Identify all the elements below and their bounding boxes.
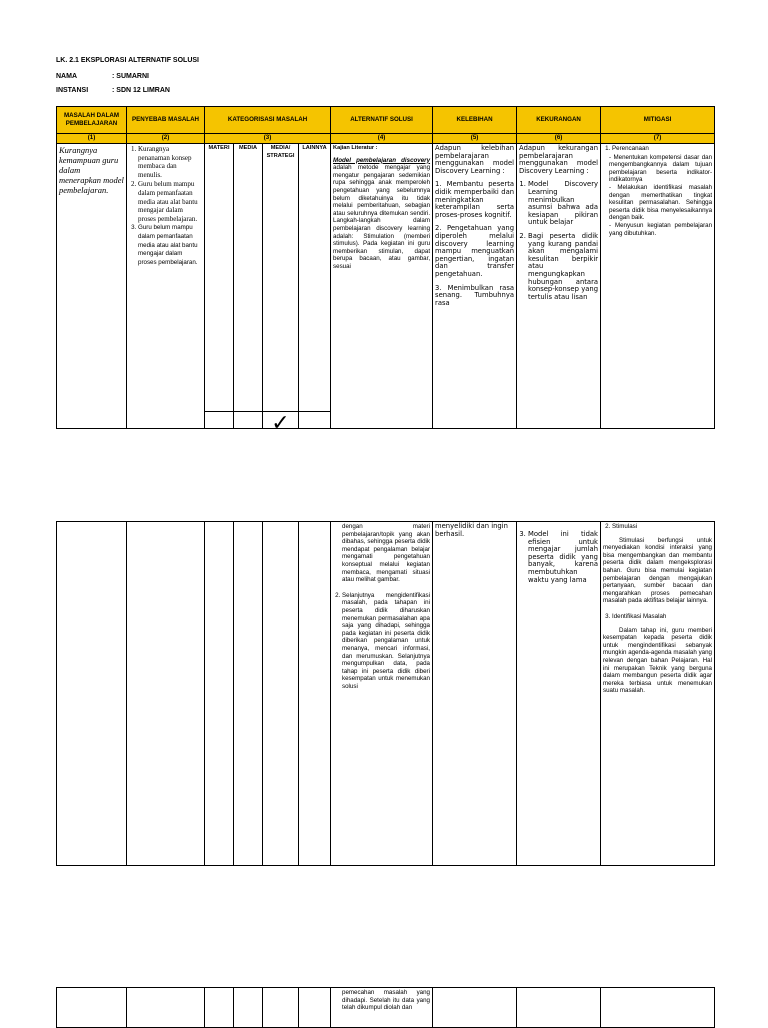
kelebihan-continuation: menyelidiki dan ingin berhasil. — [435, 522, 508, 538]
penyebab-item: 2. Guru belum mampu dalam pemanfaatan media atau alat bantu mengajar dalam proses pembelajaran. — [138, 180, 202, 223]
col-header-penyebab: PENYEBAB MASALAH — [127, 107, 205, 134]
mitigasi-text: Dalam tahap ini, guru memberi kesempatan kepada peserta didik untuk mengindentifikasi sebanyak mungkin agenda-agenda masalah yang relevan dengan bahan Pelajaran. Hal ini merupakan Teknik yang berguna dalam membangun peserta didik agar mereka terbiasa untuk menemukan suatu masalah. — [603, 626, 712, 695]
kategori-strategi-cell — [263, 412, 299, 429]
solusi-cell — [331, 144, 433, 429]
sub-header-lainnya: LAINNYA — [299, 144, 331, 412]
kategori-materi-cell — [205, 412, 234, 429]
kekurangan-item: 2. Bagi peserta didik yang kurang pandai akan mengalami kesulitan berpikir atau mengungkapkan hubungan antara konsep-konsep yang tertulis atau lisan — [528, 233, 598, 301]
mitigasi-text: Stimulasi berfungsi untuk menyediakan kondisi interaksi yang bisa mengembangkan dan membantu peserta didik dalam mengeksplorasi bahan. Guru bisa memulai kegiatan pembelajaran dengan mengajukan pertanyaan, sumber bacaan dan mengarahkan proses pemecahan masalah pada aktifitas belajar lainnya. — [603, 536, 712, 605]
mitigasi-cell — [601, 522, 715, 866]
col-header-kategorisasi: KATEGORISASI MASALAH — [205, 107, 331, 134]
kekurangan-cell — [517, 988, 601, 1028]
solusi-heading: Kajian Literatur : — [333, 145, 378, 151]
kategori-strategi-cell — [263, 988, 299, 1028]
kategori-lainnya-cell — [299, 522, 331, 866]
col-header-mitigasi: MITIGASI — [601, 107, 715, 134]
kekurangan-cell — [517, 522, 601, 866]
solusi-cell — [331, 522, 433, 866]
solusi-continuation: dengan materi pembelajaran/topik yang akan dibahas, sehingga peserta didik mendapat pengalaman belajar mengamati pengetahuan konseptual melalui kegiatan membaca, mengamati situasi atau melihat gambar. — [342, 523, 430, 584]
solusi-title: Model pembelajaran discovery — [333, 156, 431, 164]
masalah-cell: Kurangnya kemampuan guru dalam menerapkan model pembelajaran. — [57, 144, 127, 429]
instansi-row — [56, 84, 199, 98]
sub-header-strategi: MEDIA/ STRATEGI — [263, 144, 299, 412]
mitigasi-heading: 2. Stimulasi — [612, 523, 712, 531]
col-number: (3) — [205, 134, 331, 144]
kategori-media-cell — [234, 522, 263, 866]
mitigasi-cell — [601, 988, 715, 1028]
mitigasi-item: - Menentukan kompetensi dasar dan mengembangkannya dalam tujuan pembelajaran beserta indikator-indikatornya — [609, 154, 712, 184]
penyebab-item: 3. Guru belum mampu dalam pemanfaatan media atau alat bantu mengajar dalam proses pembelajaran. — [138, 224, 202, 267]
solusi-continuation: pemecahan masalah yang dihadapi. Setelah itu data yang telah dikumpul diolah dan — [342, 989, 430, 1012]
mitigasi-heading: 3. Identifikasi Masalah — [612, 613, 712, 621]
col-header-solusi: ALTERNATIF SOLUSI — [331, 107, 433, 134]
col-number: (7) — [601, 134, 715, 144]
solusi-body: adalah metode mengajar yang mengatur pengajaran sedemikian rupa sehingga anak memperoleh pengetahuan yang sebelumnya belum diketahuinya itu tidak melalui pemberitahuan, sebagian atau seluruhnya ditemukan sendiri. Langkah-langkah dalam pembelajaran discovery learning adalah: Stimulation (memberi stimulus). Pada kegiatan ini guru memberikan stimulan, dapat berupa bacaan, atau gambar, sesuai — [333, 164, 431, 270]
kategori-media-cell — [234, 988, 263, 1028]
mitigasi-cell — [601, 144, 715, 429]
masalah-cell — [57, 988, 127, 1028]
kategori-media-cell — [234, 412, 263, 429]
col-header-masalah: MASALAH DALAM PEMBELAJARAN — [57, 107, 127, 134]
col-number: (4) — [331, 134, 433, 144]
nama-row — [56, 70, 199, 84]
solusi-text-block — [333, 157, 430, 271]
col-number: (5) — [433, 134, 517, 144]
kategori-materi-cell — [205, 988, 234, 1028]
masalah-cell — [57, 522, 127, 866]
kekurangan-cell — [517, 144, 601, 429]
kelebihan-item: 1. Membantu peserta didik memperbaiki dan meningkatkan keterampilan serta proses-proses kognitif. — [435, 180, 515, 219]
col-header-kekurangan: KEKURANGAN — [517, 107, 601, 134]
kelebihan-cell — [433, 144, 517, 429]
checkmark-icon: ✓ — [271, 411, 290, 429]
sub-header-media: MEDIA — [234, 144, 263, 412]
kekurangan-item: 1. Model Discovery Learning menimbulkan asumsi bahwa ada kesiapan pikiran untuk belajar — [528, 181, 598, 227]
col-header-kelebihan: KELEBIHAN — [433, 107, 517, 134]
mitigasi-item: - Menyusun kegiatan pembelajaran yang dibutuhkan. — [609, 222, 712, 237]
kelebihan-intro: Adapun kelebihan pembelarajaran menggunakan model Discovery Learning : — [435, 144, 515, 175]
penyebab-cell — [127, 988, 205, 1028]
kategori-strategi-cell — [263, 522, 299, 866]
penyebab-item: 1. Kurangnya penanaman konsep membaca dan menulis. — [138, 145, 202, 179]
kategori-lainnya-cell — [299, 988, 331, 1028]
kategori-materi-cell — [205, 522, 234, 866]
mitigasi-item: - Melakukan identifikasi masalah dengan memerthatikan tingkat kesulitan permasalahan. Sehingga peserta didik bisa menyelesaikannya dengan baik. — [609, 184, 712, 222]
nama-label: NAMA — [56, 73, 77, 80]
kelebihan-cell — [433, 522, 517, 866]
instansi-label: INSTANSI — [56, 87, 89, 94]
document-title: LK. 2.1 EKSPLORASI ALTERNATIF SOLUSI — [56, 57, 199, 64]
kelebihan-cell — [433, 988, 517, 1028]
table-page-1 — [56, 106, 715, 429]
col-number: (2) — [127, 134, 205, 144]
table-page-3 — [56, 987, 715, 1028]
mitigasi-heading: 1. Perencanaan — [612, 145, 712, 153]
solusi-item: 2. Selanjutnya mengidentifikasi masalah, pada tahapan ini peserta didik diharuskan menemukan permasalahan apa saja yang dihadapi, sehingga pada kegiatan ini peserta didik diberikan pengalaman untuk menanya, mencari informasi, dan merumuskan. Selanjutnya mengumpulkan data, pada tahap ini peserta didik diberi kesempatan untuk menemukan solusi — [342, 592, 430, 691]
penyebab-cell — [127, 522, 205, 866]
col-number: (1) — [57, 134, 127, 144]
document-header — [56, 54, 199, 98]
col-number: (6) — [517, 134, 601, 144]
kekurangan-item: 3. Model ini tidak efisien untuk mengajar jumlah peserta didik yang banyak, karena membutuhkan waktu yang lama — [528, 531, 598, 584]
sub-header-materi: MATERI — [205, 144, 234, 412]
kelebihan-item: 2. Pengetahuan yang diperoleh melalui discovery learning mampu menguatkan pengertian, ingatan dan transfer pengetahuan. — [435, 224, 515, 278]
solusi-cell — [331, 988, 433, 1028]
nama-value: : SUMARNI — [112, 73, 149, 80]
instansi-value: : SDN 12 LIMRAN — [112, 87, 170, 94]
kekurangan-intro: Adapun kekurangan pembelarajaran menggunakan model Discovery Learning : — [519, 144, 599, 175]
penyebab-cell — [127, 144, 205, 429]
kategori-lainnya-cell — [299, 412, 331, 429]
kelebihan-item: 3. Menimbulkan rasa senang. Tumbuhnya rasa — [435, 283, 515, 307]
table-page-2 — [56, 521, 715, 866]
